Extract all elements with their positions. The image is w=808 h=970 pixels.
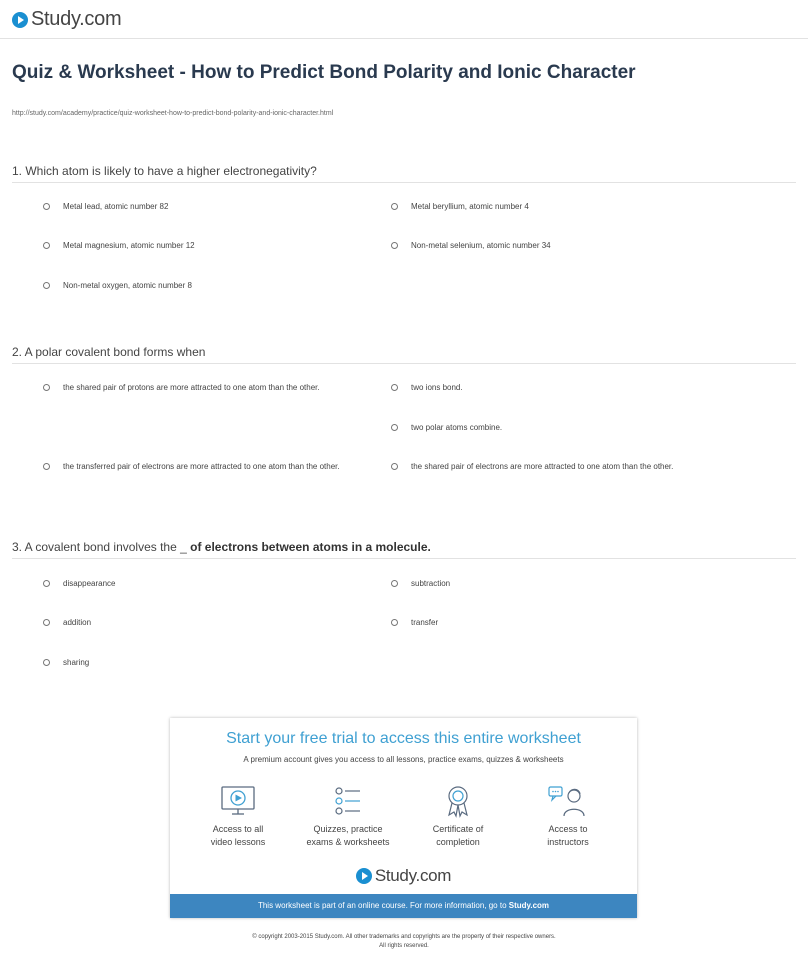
copyright-line-1: © copyright 2003-2015 Study.com. All other trademarks and copyrights are the property of their respective owners. xyxy=(252,934,556,940)
course-info-banner xyxy=(170,894,637,918)
feature-label-line2: exams & worksheets xyxy=(306,837,390,847)
question-3-option-3[interactable] xyxy=(43,616,343,629)
radio-icon[interactable] xyxy=(43,203,50,210)
radio-icon[interactable] xyxy=(391,463,398,470)
option-label: two polar atoms combine. xyxy=(411,423,503,432)
option-label: disappearance xyxy=(63,579,116,588)
radio-icon[interactable] xyxy=(391,203,398,210)
play-logo-icon xyxy=(12,12,28,28)
question-1-option-3[interactable] xyxy=(43,239,343,252)
radio-icon[interactable] xyxy=(391,619,398,626)
question-2-text: 2. A polar covalent bond forms when xyxy=(12,345,206,359)
question-3-bold: of electrons between atoms in a molecule. xyxy=(190,540,431,554)
copyright-line-2: All rights reserved. xyxy=(379,943,429,949)
option-label: transfer xyxy=(411,618,439,627)
feature-label-line2: instructors xyxy=(547,837,589,847)
question-3-text xyxy=(12,540,431,554)
free-trial-subline: A premium account gives you access to all lessons, practice exams, quizzes & worksheets xyxy=(243,755,564,764)
option-label: subtraction xyxy=(411,579,451,588)
option-label: sharing xyxy=(63,658,90,667)
banner-link[interactable]: Study.com xyxy=(508,901,550,910)
option-label: addition xyxy=(63,618,92,627)
option-label: Metal magnesium, atomic number 12 xyxy=(63,241,195,250)
radio-icon[interactable] xyxy=(43,463,50,470)
question-3-option-5[interactable] xyxy=(43,656,343,669)
question-3-option-1[interactable] xyxy=(43,577,343,590)
radio-icon[interactable] xyxy=(43,659,50,666)
feature-label-line1: Quizzes, practice xyxy=(313,824,383,834)
free-trial-headline[interactable]: Start your free trial to access this entire worksheet xyxy=(226,730,581,747)
feature-label-line1: Access to all xyxy=(212,824,264,834)
question-1-divider xyxy=(12,182,796,183)
question-3-divider xyxy=(12,558,796,559)
play-logo-icon xyxy=(356,868,372,884)
feature-label-line1: Certificate of xyxy=(432,824,484,834)
radio-icon[interactable] xyxy=(43,282,50,289)
radio-icon[interactable] xyxy=(391,424,398,431)
copyright-footer xyxy=(0,933,808,951)
option-label: Metal beryllium, atomic number 4 xyxy=(411,202,529,211)
question-2-option-1[interactable] xyxy=(43,381,378,394)
option-label: the transferred pair of electrons are more attracted to one atom than the other. xyxy=(63,462,340,471)
feature-label xyxy=(403,823,513,849)
option-label: Metal lead, atomic number 82 xyxy=(63,202,169,211)
feature-label xyxy=(513,823,623,849)
quiz-list-icon xyxy=(328,784,368,818)
cta-study-logo[interactable] xyxy=(170,866,637,886)
radio-icon[interactable] xyxy=(43,384,50,391)
question-1-option-1[interactable] xyxy=(43,200,343,213)
feature-certificate xyxy=(403,784,513,849)
logo-text: Study.com xyxy=(31,8,122,30)
video-lesson-icon xyxy=(218,784,258,818)
radio-icon[interactable] xyxy=(43,242,50,249)
question-3-option-2[interactable] xyxy=(391,577,731,590)
radio-icon[interactable] xyxy=(391,242,398,249)
radio-icon[interactable] xyxy=(43,619,50,626)
question-2-divider xyxy=(12,363,796,364)
free-trial-box xyxy=(170,718,637,918)
feature-label-line2: video lessons xyxy=(210,837,266,847)
question-2-option-2[interactable] xyxy=(391,381,731,394)
banner-text: This worksheet is part of an online course. For more information, go to xyxy=(257,901,509,910)
question-1-option-4[interactable] xyxy=(391,239,731,252)
question-2-option-4[interactable] xyxy=(43,460,378,473)
radio-icon[interactable] xyxy=(391,580,398,587)
radio-icon[interactable] xyxy=(43,580,50,587)
certificate-icon xyxy=(438,784,478,818)
feature-video-lessons xyxy=(183,784,293,849)
option-label: Non-metal selenium, atomic number 34 xyxy=(411,241,551,250)
feature-label xyxy=(293,823,403,849)
study-logo[interactable] xyxy=(12,8,121,31)
instructor-icon xyxy=(546,784,590,818)
question-3-option-4[interactable] xyxy=(391,616,731,629)
question-1-text: 1. Which atom is likely to have a higher electronegativity? xyxy=(12,164,317,178)
option-label: Non-metal oxygen, atomic number 8 xyxy=(63,281,192,290)
feature-label-line2: completion xyxy=(436,837,480,847)
page-url: http://study.com/academy/practice/quiz-worksheet-how-to-predict-bond-polarity-and-ionic-character.html xyxy=(12,110,334,117)
question-3-prefix: 3. A covalent bond involves the _ xyxy=(12,540,191,554)
page-title: Quiz & Worksheet - How to Predict Bond Polarity and Ionic Character xyxy=(12,62,636,83)
question-1-option-5[interactable] xyxy=(43,279,343,292)
feature-instructors xyxy=(513,784,623,849)
option-label: the shared pair of protons are more attracted to one atom than the other. xyxy=(63,383,320,392)
question-2-option-3[interactable] xyxy=(391,421,731,434)
feature-quizzes xyxy=(293,784,403,849)
question-1-option-2[interactable] xyxy=(391,200,731,213)
option-label: the shared pair of electrons are more attracted to one atom than the other. xyxy=(411,462,674,471)
feature-label-line1: Access to xyxy=(548,824,588,834)
header-divider xyxy=(0,38,808,39)
question-2-option-5[interactable] xyxy=(391,460,731,473)
option-label: two ions bond. xyxy=(411,383,463,392)
cta-logo-text: Study.com xyxy=(374,866,452,885)
radio-icon[interactable] xyxy=(391,384,398,391)
feature-label xyxy=(183,823,293,849)
